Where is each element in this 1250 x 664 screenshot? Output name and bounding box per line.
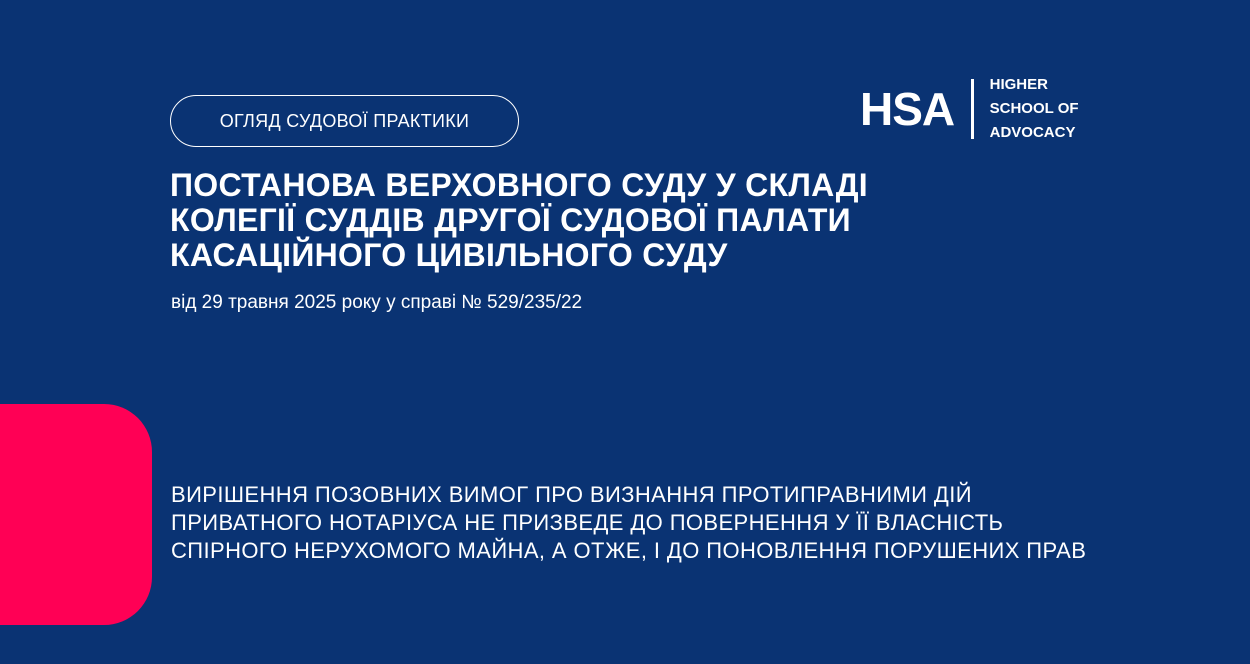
category-badge bbox=[170, 95, 519, 147]
case-summary-line: ПРИВАТНОГО НОТАРІУСА НЕ ПРИЗВЕДЕ ДО ПОВЕРНЕННЯ У ЇЇ ВЛАСНІСТЬ bbox=[171, 510, 1004, 535]
decorative-accent-block bbox=[0, 404, 152, 625]
logo-divider bbox=[971, 79, 974, 139]
category-badge-label: ОГЛЯД СУДОВОЇ ПРАКТИКИ bbox=[219, 110, 470, 131]
logo-text-line: SCHOOL OF bbox=[989, 100, 1079, 117]
case-reference: від 29 травня 2025 року у справі № 529/235/22 bbox=[171, 292, 583, 313]
logo-text-line: HIGHER bbox=[989, 76, 1048, 93]
hsa-logo bbox=[860, 76, 1079, 142]
case-summary bbox=[171, 481, 1171, 565]
logo-text-line: ADVOCACY bbox=[989, 124, 1076, 141]
logo-mark: HSA bbox=[860, 83, 955, 135]
case-summary-line: СПІРНОГО НЕРУХОМОГО МАЙНА, А ОТЖЕ, І ДО ПОНОВЛЕННЯ ПОРУШЕНИХ ПРАВ bbox=[171, 538, 1087, 563]
page-title: ПОСТАНОВА ВЕРХОВНОГО СУДУ У СКЛАДІ КОЛЕГІЇ СУДДІВ ДРУГОЇ СУДОВОЇ ПАЛАТИ КАСАЦІЙНОГО ЦИВІЛЬНОГО СУДУ bbox=[170, 167, 868, 273]
case-summary-line: ВИРІШЕННЯ ПОЗОВНИХ ВИМОГ ПРО ВИЗНАННЯ ПРОТИПРАВНИМИ ДІЙ bbox=[171, 482, 972, 507]
logo-text bbox=[990, 73, 1079, 145]
